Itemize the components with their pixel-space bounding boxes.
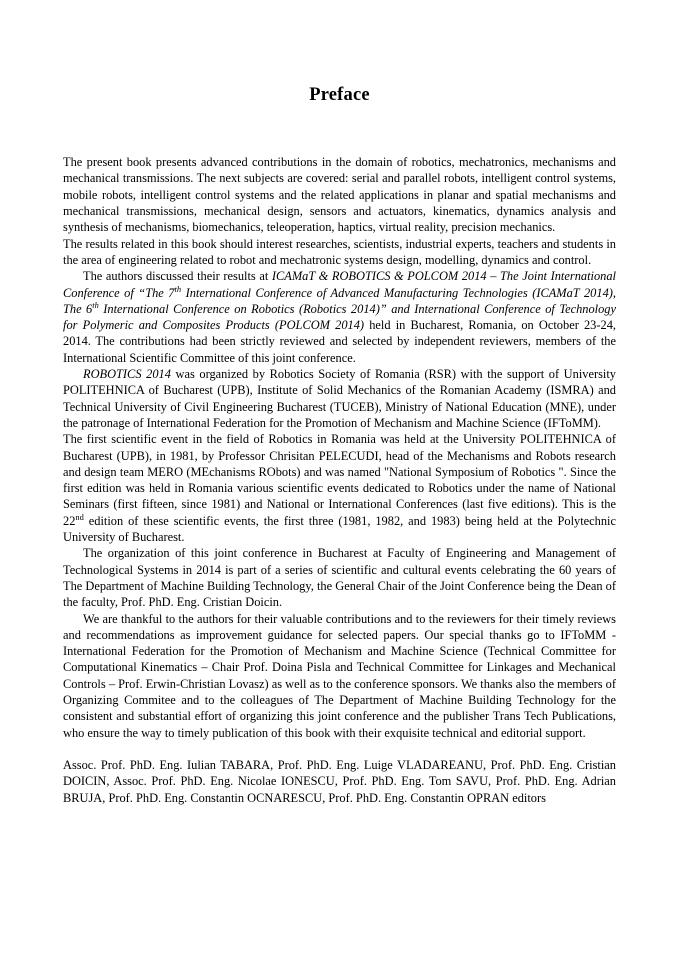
robotics-2014-italic: ROBOTICS 2014 xyxy=(83,367,171,382)
robotics-organizers-text: was organized by Robotics Society of Romania (RSR) with the support of University POLITEHNICA of Bucharest (UPB), Institute of Solid Mechanics of the Romanian Academy (ISMRA) and Technical University of Civil Engineering Bucharest (TUCEB), Ministry of National Education (MNE), under the patronage of International Federation for the Promotion of Mechanism and Machine Science (IFToMM). xyxy=(63,367,616,430)
conference-title-italic-a: ICAMaT & ROBOTICS & POLCOM 2014 – The Joint International Conference of “The 7 xyxy=(63,269,616,300)
preface-body xyxy=(63,106,616,806)
page-title: Preface xyxy=(309,85,370,105)
paragraph-organization xyxy=(63,545,616,610)
paragraph-acknowledgements xyxy=(63,611,616,741)
conference-lead-text: The authors discussed their results at xyxy=(83,269,272,284)
page-content xyxy=(63,0,616,806)
ordinal-suffix-sixth: th xyxy=(92,299,99,310)
acknowledgements-text: We are thankful to the authors for their valuable contributions and to the reviewers for their timely reviews and recommendations as improvement guidance for selected papers. Our special thanks go to IFToMM - International Federation for the Promotion of Mechanism and Machine Science (Technical Committee for Computational Kinematics – Chair Prof. Doina Pisla and Technical Committee for Linkages and Mechanical Controls – Prof. Erwin-Christian Lovasz) as well as to the conference sponsors. We thanks also the members of Organizing Commitee and to the colleagues of The Department of Machine Building Technology for the consistent and substantial effort of organizing this joint conference and the publisher Trans Tech Publications, who ensure the way to timely publication of this book with their exquisite technical and editorial support. xyxy=(63,611,616,740)
editors-list xyxy=(63,757,616,806)
paragraph-conference xyxy=(63,268,616,366)
paragraph-results xyxy=(63,236,616,269)
organization-text: The organization of this joint conference in Bucharest at Faculty of Engineering and Management of Technological Systems in 2014 is part of a series of scientific and cultural events celebrating the 60 years of The Department of Machine Building Technology, the General Chair of the Joint Conference being the Dean of the faculty, Prof. PhD. Eng. Cristian Doicin. xyxy=(63,546,616,610)
paragraph-intro xyxy=(63,154,616,235)
paragraph-history xyxy=(63,431,616,545)
paragraph-robotics-organizers xyxy=(63,366,616,431)
conference-title-italic-b: International Conference of Advanced Manufacturing Technologies (ICAMaT 2014), The 6 xyxy=(63,285,616,316)
ordinal-suffix-twentysecond: nd xyxy=(75,511,84,522)
paragraph-results-text: The results related in this book should interest researches, scientists, industrial experts, teachers and students in the area of engineering related to robot and mechatronic systems design, modelling, dynamics and control. xyxy=(63,236,616,267)
conference-title-italic-c: International Conference on Robotics (Robotics 2014)” and International Conference of Technology for Polymeric and Composites Products (POLCOM 2014) xyxy=(63,301,617,333)
paragraph-intro-text: The present book presents advanced contributions in the domain of robotics, mechatronics, mechanisms and mechanical transmissions. The next subjects are covered: serial and parallel robots, intelligent control systems, mobile robots, intelligent control systems and the related applications in planar and spatial mechanisms and mechanical transmissions, mechanical design, sensors and actuators, kinematics, dynamics analysis and synthesis of mechanisms, biomechanics, teleoperation, haptics, virtual reality, precision mechanics. xyxy=(63,155,616,235)
conference-tail-text: held in Bucharest, Romania, on October 23-24, 2014. The contributions had been strictly reviewed and selected by independent reviewers, members of the International Scientific Committee of this joint conference. xyxy=(63,318,616,365)
history-text-a: The first scientific event in the field of Robotics in Romania was held at the University POLITEHNICA of Bucharest (UPB), in 1981, by Professor Chrisitan PELECUDI, head of the Mechanisms and Robots research and design team MERO (MEchanisms RObots) and was named "National Symposium of Robotics ". Since the first edition was held in Romania various scientific events dedicated to Robotics under the name of National Seminars (first fifteen, since 1981) and National or International Conferences (last five editions). This is the 22 xyxy=(63,432,616,528)
history-text-b: edition of these scientific events, the first three (1981, 1982, and 1983) being held at the Polytechnic University of Bucharest. xyxy=(63,513,616,545)
editors-list-text: Assoc. Prof. PhD. Eng. Iulian TABARA, Prof. PhD. Eng. Luige VLADAREANU, Prof. PhD. Eng. Cristian DOICIN, Assoc. Prof. PhD. Eng. Nicolae IONESCU, Prof. PhD. Eng. Tom SAVU, Prof. PhD. Eng. Adrian BRUJA, Prof. PhD. Eng. Constantin OCNARESCU, Prof. PhD. Eng. Constantin OPRAN editors xyxy=(63,758,616,805)
ordinal-suffix-seventh: th xyxy=(174,283,182,294)
